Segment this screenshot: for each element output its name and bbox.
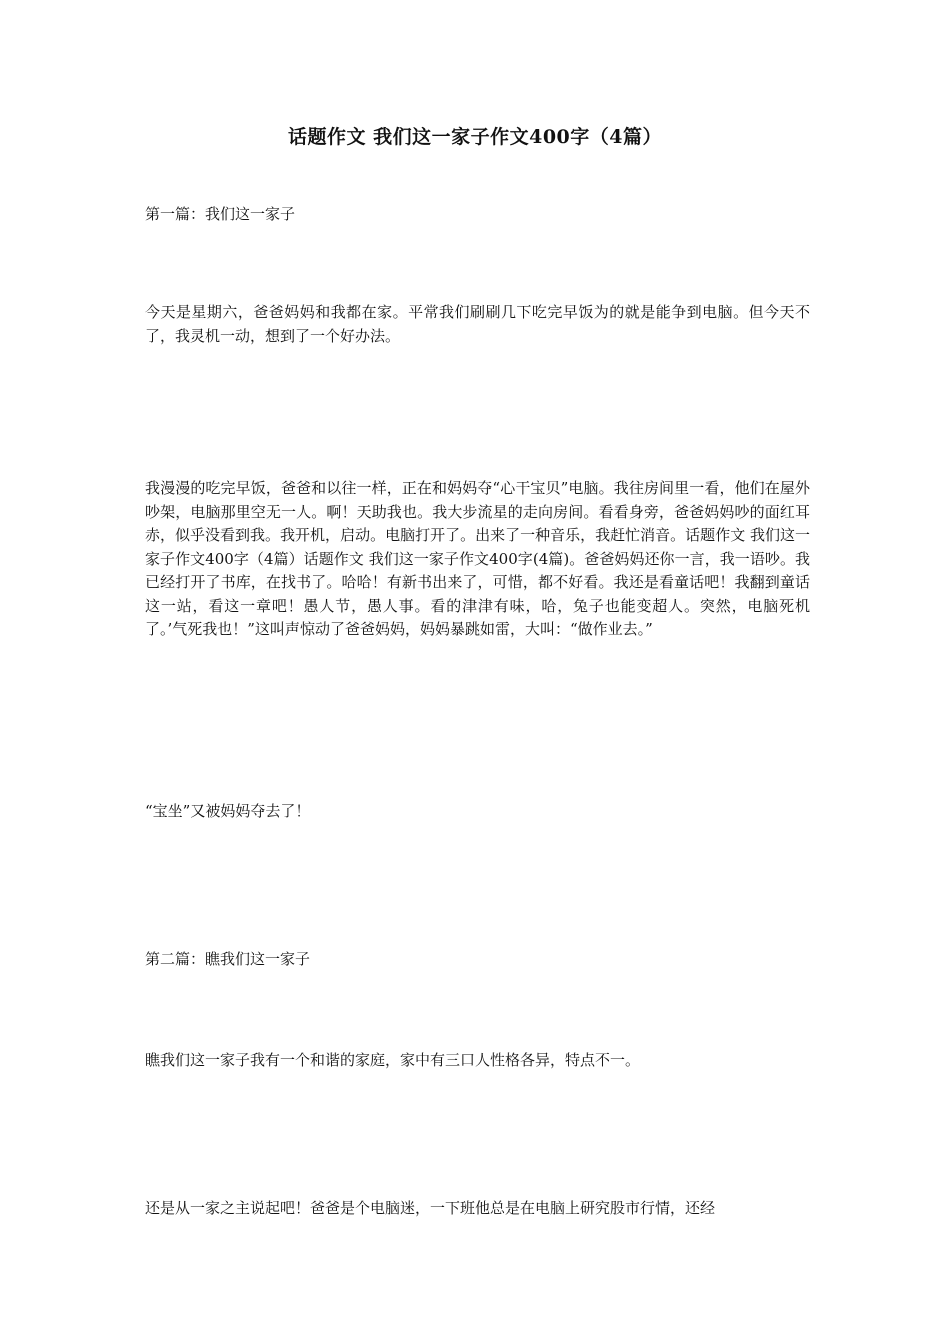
paragraph-3: “宝坐”又被妈妈夺去了！ xyxy=(145,802,311,820)
paragraph-5: 还是从一家之主说起吧！爸爸是个电脑迷，一下班他总是在电脑上研究股市行情，还经 xyxy=(145,1199,716,1217)
section-heading-1: 第一篇：我们这一家子 xyxy=(145,205,296,223)
paragraph-4: 瞧我们这一家子我有一个和谐的家庭，家中有三口人性格各异，特点不一。 xyxy=(145,1051,641,1069)
paragraph-2: 我漫漫的吃完早饭，爸爸和以往一样，正在和妈妈夺“心干宝贝”电脑。我往房间里一看，他们在屋外吵架，电脑那里空无一人。啊！天助我也。我大步流星的走向房间。看看身旁，爸爸妈妈吵的面红耳赤，似乎没看到我。我开机，启动。电脑打开了。出来了一种音乐，我赶忙消音。话题作文 我们这一家子作文400字（4篇）话题作文 我们这一家子作文400字(4篇)。爸爸妈妈还你一言，我一语吵。我已经打开了书库，在找书了。哈哈！有新书出来了，可惜，都不好看。我还是看童话吧！我翻到童话这一站，看这一章吧！愚人节，愚人事。看的津津有味，哈，兔子也能变超人。突然，电脑死机了。’气死我也！”这叫声惊动了爸爸妈妈，妈妈暴跳如雷，大叫：“做作业去。” xyxy=(145,479,810,638)
section-heading-2: 第二篇：瞧我们这一家子 xyxy=(145,950,311,968)
paragraph-1: 今天是星期六，爸爸妈妈和我都在家。平常我们刷刷几下吃完早饭为的就是能争到电脑。但今天不了，我灵机一动，想到了一个好办法。 xyxy=(145,303,810,345)
document-title: 话题作文 我们这一家子作文400字（4篇） xyxy=(288,126,662,148)
